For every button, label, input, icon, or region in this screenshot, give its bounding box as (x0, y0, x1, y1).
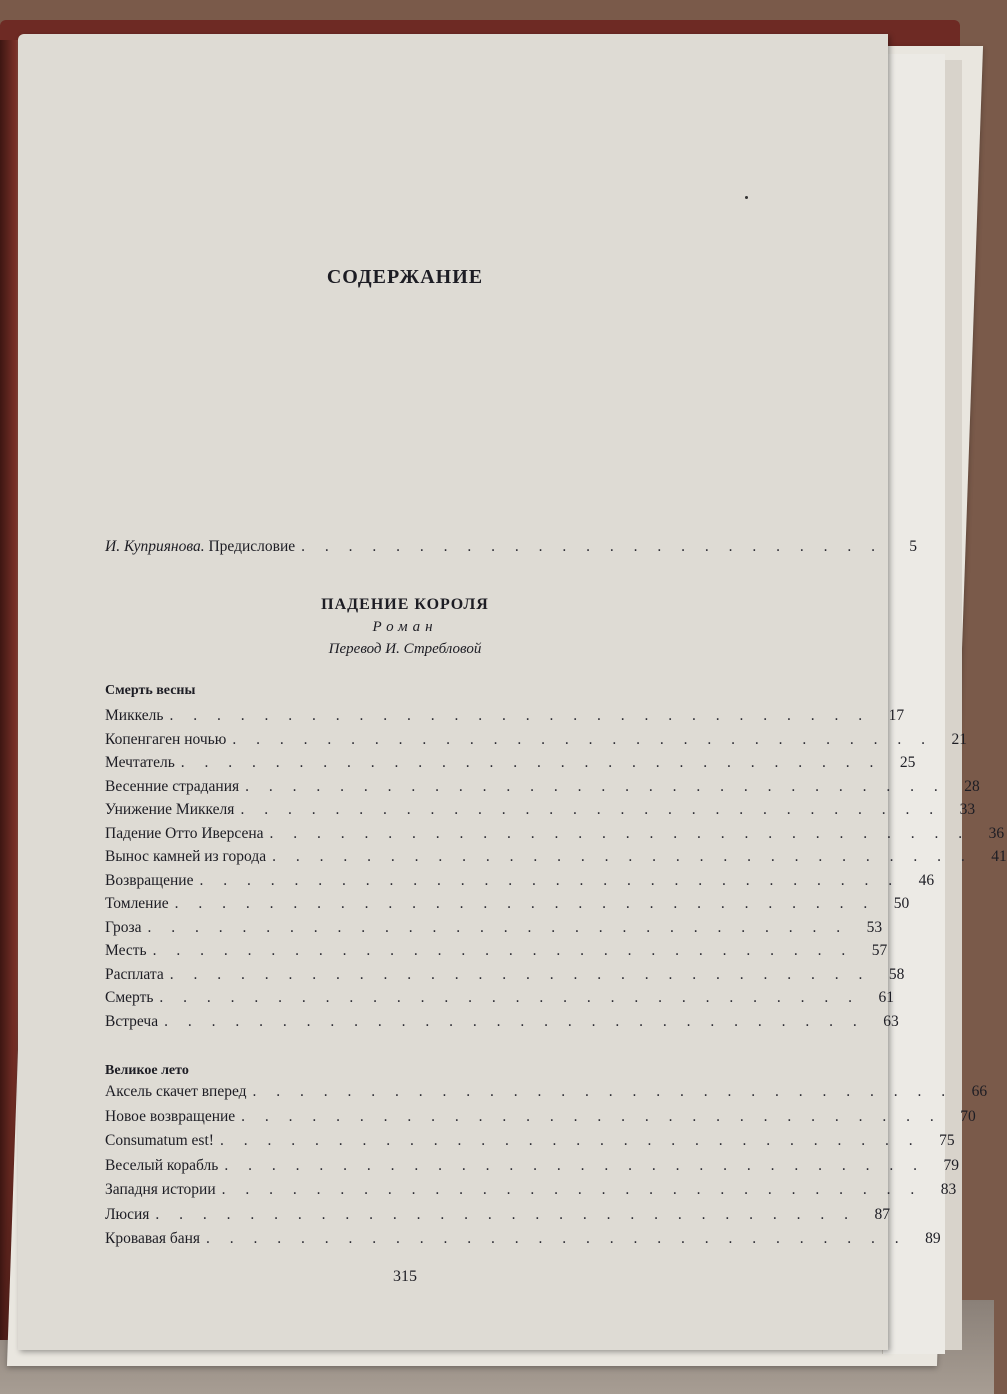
toc-entry-page: 46 (918, 871, 935, 889)
toc-entry (105, 730, 967, 753)
toc-entry (105, 942, 888, 964)
toc-entry (105, 707, 905, 729)
toc-entry-page: 79 (943, 1156, 959, 1174)
toc-entry-page: 66 (971, 1083, 988, 1100)
toc-entry-page: 57 (871, 942, 888, 959)
toc-entry-label: Встреча (105, 1012, 159, 1030)
leader-dots: . . . . . . . . . . . . . . . . . . . . . . . . . . . . . . (221, 1181, 923, 1198)
toc-entry-label: Вынос камней из города (105, 848, 267, 865)
toc-entry-label: Копенгаген ночью (105, 730, 227, 748)
toc-entry (105, 1083, 988, 1105)
toc-entry-label: Расплата (105, 965, 164, 983)
toc-entry-page: 53 (866, 918, 883, 936)
part-translation: Перевод И. Стребловой (328, 641, 482, 657)
part-subtitle: Роман (372, 619, 438, 635)
toc-entry (105, 1181, 957, 1203)
toc-entry-page: 28 (964, 777, 980, 795)
toc-entry (105, 965, 905, 988)
page-number: 315 (393, 1268, 417, 1285)
leader-dots: . . . . . . . . . . . . . . . . . . . . . . . . . . . . . . (245, 777, 946, 795)
toc-entry-page: 21 (951, 730, 967, 748)
toc-entry (105, 895, 910, 917)
toc-entry (105, 777, 980, 800)
leader-dots: . . . . . . . . . . . . . . . . . . . . . . . . . . . . . . (147, 918, 849, 936)
ink-speck (745, 196, 748, 199)
toc-entry-label: Месть (105, 942, 147, 959)
toc-entry-preface (105, 538, 918, 560)
leader-dots: . . . . . . . . . . . . . . . . . . . . . . . . . . . . . . (159, 989, 861, 1006)
leader-dots: . . . . . . . . . . . . . . . . . . . . . . . . . . . . . . (219, 1132, 921, 1149)
toc-entry-label: Новое возвращение (105, 1107, 236, 1125)
toc-entry-label: Миккель (105, 707, 164, 724)
preface-page: 5 (909, 538, 918, 555)
leader-dots: . . . . . . . . . . . . . . . . . . . . . . . . . . . . . . (206, 1230, 907, 1247)
toc-entry (105, 801, 976, 823)
toc-entry-page: 89 (925, 1230, 941, 1247)
toc-entry-page: 87 (874, 1205, 891, 1223)
toc-title: СОДЕРЖАНИЕ (326, 266, 484, 288)
toc-entry-page: 17 (888, 707, 905, 724)
leader-dots: . . . . . . . . . . . . . . . . . . . . . . . . . . . . . . (180, 754, 882, 771)
toc-entry-page: 36 (988, 824, 1005, 842)
part-title: ПАДЕНИЕ КОРОЛЯ (321, 596, 489, 613)
toc-entry-page: 75 (939, 1132, 955, 1149)
leader-dots: . . . . . . . . . . . . . . . . . . . . . . . . . . . . . . (224, 1156, 925, 1174)
toc-entry-label: Смерть (105, 989, 154, 1006)
toc-entry-label: Аксель скачет вперед (105, 1083, 247, 1100)
preface-author: И. Куприянова. (105, 538, 205, 555)
leader-dots: . . . . . . . . . . . . . . . . . . . . . . . . . . . . . . (240, 801, 942, 818)
toc-entry-page: 33 (959, 801, 976, 818)
toc-entry-page: 70 (960, 1107, 976, 1125)
leader-dots: . . . . . . . . . . . . . . . . . . . . . . . . . . . . . . (174, 895, 876, 912)
toc-entry (105, 989, 895, 1011)
toc-entry (105, 871, 935, 894)
toc-entry-label: Гроза (105, 918, 142, 936)
leader-dots: . . . . . . . . . . . . . . . . . . . . . . . . . . . . . . (269, 824, 971, 842)
toc-entry (105, 918, 883, 941)
toc-entry-label: Возвращение (105, 871, 194, 889)
toc-entry-page: 83 (940, 1181, 957, 1198)
leader-dots: . . . . . . . . . . . . . . . . . . . . . . . . . . . . . . (272, 848, 973, 865)
leader-dots: . . . . . . . . . . . . . . . . . . . . . . . . . . . . . . (252, 1083, 954, 1100)
toc-entry-label: Весенние страдания (105, 777, 240, 795)
toc-entry-page: 25 (899, 754, 916, 771)
toc-entry-label: Кровавая баня (105, 1230, 201, 1247)
toc-entry-page: 41 (991, 848, 1007, 865)
toc-entry-page: 50 (893, 895, 910, 912)
leader-dots: . . . . . . . . . . . . . . . . . . . . . . . . . . . . . . (232, 730, 933, 748)
leader-dots: . . . . . . . . . . . . . . . . . . . . . . . . . . . . . . (152, 942, 854, 959)
toc-entry-label: Веселый корабль (105, 1156, 219, 1174)
toc-entry-label: Consumatum est! (105, 1132, 214, 1149)
toc-entry (105, 1205, 891, 1228)
leader-dots: . . . . . . . . . . . . . . . . . . . . . . . . . (301, 538, 884, 555)
toc-entry-label: Люсия (105, 1205, 150, 1223)
toc-entry-label: Западня истории (105, 1181, 216, 1198)
toc-entry-label: Томление (105, 895, 169, 912)
toc-entry (105, 1132, 955, 1154)
toc-entry-page: 58 (888, 965, 905, 983)
toc-entry-label: Мечтатель (105, 754, 175, 771)
toc-entry-page: 63 (883, 1012, 899, 1030)
section-heading: Смерть весны (105, 683, 196, 698)
toc-entry-label: Падение Отто Иверсена (105, 824, 264, 842)
toc-entry (105, 1107, 976, 1130)
toc-entry (105, 824, 1005, 847)
section-heading: Великое лето (105, 1063, 189, 1078)
leader-dots: . . . . . . . . . . . . . . . . . . . . . . . . . . . . . . (241, 1107, 942, 1125)
leader-dots: . . . . . . . . . . . . . . . . . . . . . . . . . . . . . . (169, 965, 871, 983)
leader-dots: . . . . . . . . . . . . . . . . . . . . . . . . . . . . . . (199, 871, 901, 889)
toc-entry (105, 1230, 941, 1252)
toc-entry-page: 61 (878, 989, 895, 1006)
toc-entry-label: Унижение Миккеля (105, 801, 235, 818)
leader-dots: . . . . . . . . . . . . . . . . . . . . . . . . . . . . . . (155, 1205, 857, 1223)
toc-entry (105, 754, 916, 776)
toc-entry (105, 1156, 959, 1179)
leader-dots: . . . . . . . . . . . . . . . . . . . . . . . . . . . . . . (169, 707, 871, 724)
toc-entry (105, 1012, 899, 1035)
preface-title: Предисловие (208, 538, 296, 555)
toc-entry (105, 848, 1007, 870)
leader-dots: . . . . . . . . . . . . . . . . . . . . . . . . . . . . . . (164, 1012, 865, 1030)
